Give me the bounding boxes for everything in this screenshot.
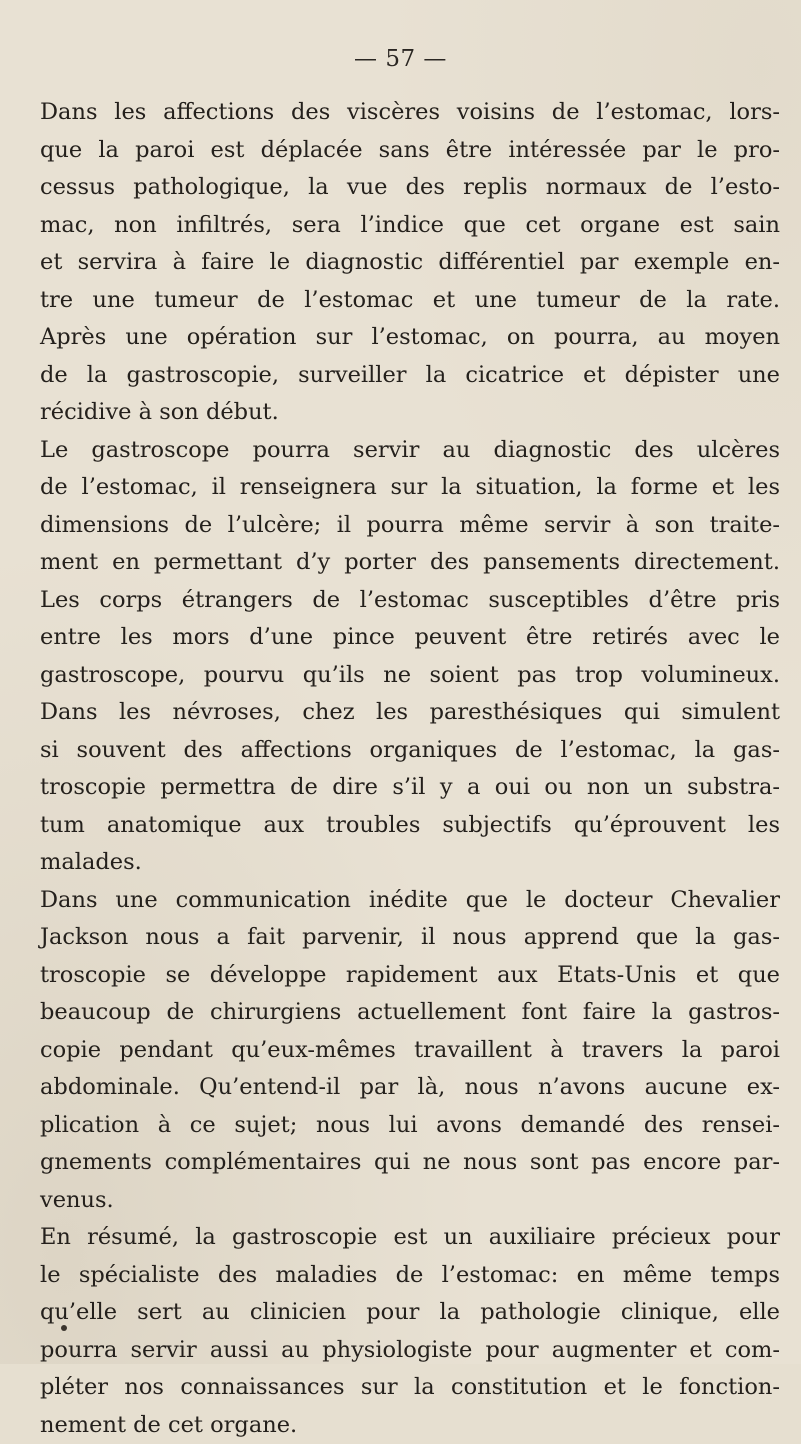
paragraph — [40, 432, 780, 582]
paragraph — [40, 1219, 780, 1444]
text-line: qu’elle sert au clinicien pour la pathologie clinique, elle — [40, 1294, 780, 1332]
text-line: Le gastroscope pourra servir au diagnostic des ulcères — [40, 432, 780, 470]
text-line: de l’estomac, il renseignera sur la situation, la forme et les — [40, 469, 780, 507]
text-line: récidive à son début. — [40, 394, 780, 432]
text-line: malades. — [40, 844, 780, 882]
text-line: si souvent des affections organiques de l’estomac, la gas- — [40, 732, 780, 770]
text-line: copie pendant qu’eux-mêmes travaillent à travers la paroi — [40, 1032, 780, 1070]
paragraph — [40, 882, 780, 1220]
text-line: troscopie se développe rapidement aux Etats-Unis et que — [40, 957, 780, 995]
text-line: Dans une communication inédite que le docteur Chevalier — [40, 882, 780, 920]
text-line: Dans les névroses, chez les paresthésiques qui simulent — [40, 694, 780, 732]
text-line: Après une opération sur l’estomac, on pourra, au moyen — [40, 319, 780, 357]
text-line: que la paroi est déplacée sans être intéressée par le pro- — [40, 132, 780, 170]
text-line: Jackson nous a fait parvenir, il nous apprend que la gas- — [40, 919, 780, 957]
text-line: troscopie permettra de dire s’il y a oui ou non un substra- — [40, 769, 780, 807]
text-line: tre une tumeur de l’estomac et une tumeur de la rate. — [40, 282, 780, 320]
text-line: pléter nos connaissances sur la constitution et le fonction- — [40, 1369, 780, 1407]
text-line: En résumé, la gastroscopie est un auxiliaire précieux pour — [40, 1219, 780, 1257]
text-line: nement de cet organe. — [40, 1407, 780, 1444]
text-line: tum anatomique aux troubles subjectifs qu’éprouvent les — [40, 807, 780, 845]
text-line: gnements complémentaires qui ne nous sont pas encore par- — [40, 1144, 780, 1182]
ink-speck — [61, 1325, 67, 1331]
text-line: beaucoup de chirurgiens actuellement font faire la gastros- — [40, 994, 780, 1032]
text-line: cessus pathologique, la vue des replis normaux de l’esto- — [40, 169, 780, 207]
text-line: entre les mors d’une pince peuvent être retirés avec le — [40, 619, 780, 657]
text-line: et servira à faire le diagnostic différentiel par exemple en- — [40, 244, 780, 282]
text-line: ment en permettant d’y porter des pansements directement. — [40, 544, 780, 582]
text-line: de la gastroscopie, surveiller la cicatrice et dépister une — [40, 357, 780, 395]
text-line: plication à ce sujet; nous lui avons demandé des rensei- — [40, 1107, 780, 1145]
text-line: mac, non infiltrés, sera l’indice que cet organe est sain — [40, 207, 780, 245]
paragraph — [40, 694, 780, 882]
text-line: Les corps étrangers de l’estomac susceptibles d’être pris — [40, 582, 780, 620]
text-line: le spécialiste des maladies de l’estomac: en même temps — [40, 1257, 780, 1295]
text-line: dimensions de l’ulcère; il pourra même servir à son traite- — [40, 507, 780, 545]
text-line: pourra servir aussi au physiologiste pour augmenter et com- — [40, 1332, 780, 1370]
text-line: venus. — [40, 1182, 780, 1220]
text-body — [40, 94, 780, 1444]
text-line: gastroscope, pourvu qu’ils ne soient pas trop volumineux. — [40, 657, 780, 695]
paragraph — [40, 582, 780, 695]
page-number: — 57 — — [0, 46, 801, 72]
text-line: abdominale. Qu’entend-il par là, nous n’avons aucune ex- — [40, 1069, 780, 1107]
text-line: Dans les affections des viscères voisins de l’estomac, lors- — [40, 94, 780, 132]
paragraph — [40, 94, 780, 432]
